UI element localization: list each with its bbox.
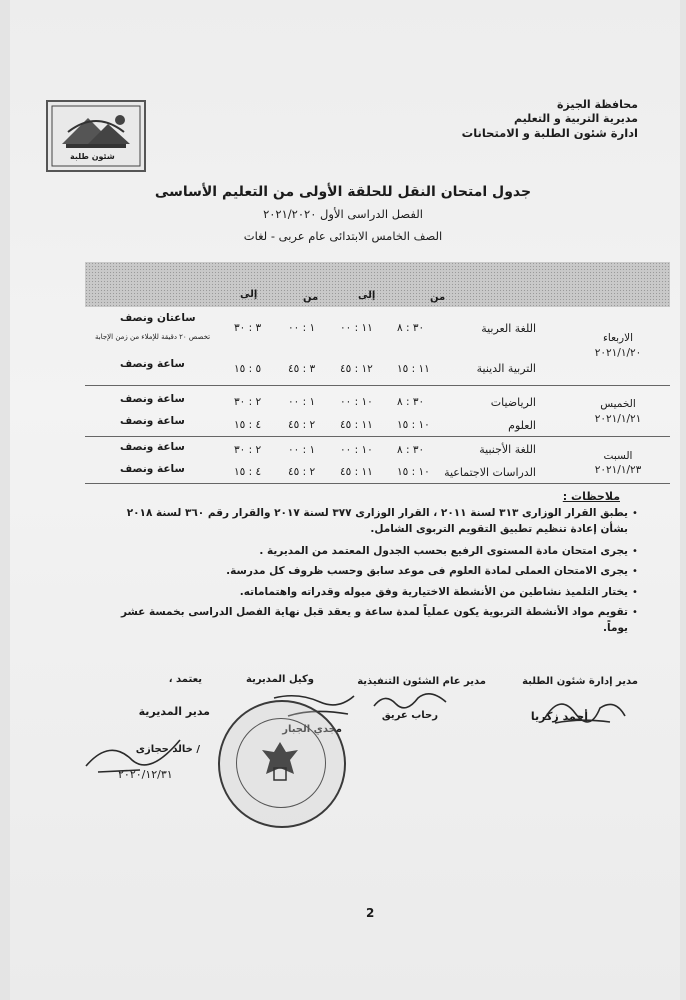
time-start: ٣٠ : ٨	[397, 396, 425, 408]
time-start-2: ٢ : ٤٥	[288, 466, 316, 478]
time-start-2: ١ : ٠٠	[288, 444, 316, 456]
bullet-icon: •	[632, 587, 638, 598]
duration: ساعتان ونصف	[120, 312, 196, 324]
page-title: جدول امتحان النقل للحلقة الأولى من التعليم الأساسى	[154, 184, 532, 200]
time-end-2: ٤ : ١٥	[234, 419, 262, 431]
approval-label: يعتمد ،	[168, 674, 202, 685]
signatory-1-name: أحمد زكريا	[530, 710, 588, 723]
row-divider	[85, 483, 670, 484]
note-item: تقويم مواد الأنشطة التربوية يكون عملياً لمدة ساعة و يعقد قبل نهاية الفصل الدراسى بخمسة عشر يوماً.	[120, 606, 628, 634]
duration: ساعة ونصف	[120, 358, 185, 370]
subject-math: الرياضيات	[490, 396, 536, 409]
time-start-2: ١ : ٠٠	[288, 396, 316, 408]
time-start-2: ٣ : ٤٥	[288, 363, 316, 375]
time-end: ١١ : ٠٠	[340, 322, 373, 334]
note-item: يختار التلميذ نشاطين من الأنشطة الاختيارية وفق ميوله وقدراته واهتماماته.	[239, 586, 628, 598]
subject-science: العلوم	[508, 419, 536, 432]
time-start: ١٠ : ١٥	[397, 419, 430, 431]
term-subtitle: الفصل الدراسى الأول ٢٠٢١/٢٠٢٠	[263, 207, 423, 221]
signatory-2-name: رحاب عريق	[381, 710, 438, 721]
day-wednesday: الاربعاء	[602, 332, 634, 344]
date-thursday: ٢٠٢١/١/٢١	[594, 413, 642, 425]
time-start-2: ١ : ٠٠	[288, 322, 316, 334]
time-start: ٣٠ : ٨	[397, 444, 425, 456]
subject-arabic: اللغة العربية	[481, 322, 536, 335]
time-end-2: ٢ : ٣٠	[234, 396, 262, 408]
time-start: ١١ : ١٥	[397, 363, 430, 375]
time-end: ١٢ : ٤٥	[340, 363, 373, 375]
header-to: إلى	[358, 290, 376, 301]
signatory-1-title: مدير إدارة شئون الطلبة	[522, 676, 638, 687]
header-to-2: إلى	[240, 289, 258, 300]
grade-subtitle: الصف الخامس الابتدائى عام عربى - لغات	[243, 229, 443, 243]
header-directorate: مديرية التربية و التعليم	[514, 112, 638, 125]
bullet-icon: •	[632, 546, 638, 557]
note-item: يجرى امتحان مادة المستوى الرفيع بحسب الجدول المعتمد من المديرية .	[259, 545, 628, 557]
time-end: ١٠ : ٠٠	[340, 444, 373, 456]
time-end-2: ٥ : ١٥	[234, 363, 262, 375]
time-start-2: ٢ : ٤٥	[288, 419, 316, 431]
subject-religion: التربية الدينية	[476, 362, 536, 375]
logo-caption: شئون طلبة	[70, 152, 115, 161]
signatory-3-title: وكيل المديرية	[246, 674, 314, 685]
bullet-icon: •	[632, 566, 638, 577]
directorate-logo	[46, 100, 146, 172]
subject-social-studies: الدراسات الاجتماعية	[444, 466, 536, 479]
note-item: يجرى الامتحان العملى لمادة العلوم فى موعد سابق وحسب ظروف كل مدرسة.	[226, 565, 628, 577]
time-end-2: ٢ : ٣٠	[234, 444, 262, 456]
day-saturday: السبت	[603, 450, 633, 462]
page-number: 2	[366, 906, 375, 920]
date-saturday: ٢٠٢١/١/٢٣	[594, 464, 642, 476]
signature-1-icon	[540, 688, 630, 728]
signatory-2-title: مدير عام الشئون التنفيذية	[357, 676, 486, 687]
signatory-3-name: مجدي الجبار	[282, 724, 342, 735]
note-item: يطبق القرار الوزارى ٣١٣ لسنة ٢٠١١ ، القرار الوزارى ٣٧٧ لسنة ٢٠١٧ والقرار رقم ٣٦٠ لسنة ٢٠١٨ بشأن إعادة تنظيم تطبيق التقويم التربوى الشامل.	[126, 507, 628, 535]
director-name: / خالد حجازى	[135, 744, 200, 755]
bullet-icon: •	[632, 607, 638, 618]
duration: ساعة ونصف	[120, 463, 185, 475]
approval-date: ٢٠٢٠/١٢/٣١	[118, 768, 173, 781]
row-divider	[85, 436, 670, 437]
header-from: من	[430, 292, 446, 303]
dictation-note: تخصص ٢٠ دقيقة للإملاء من زمن الإجابة	[95, 333, 211, 341]
time-start: ٣٠ : ٨	[397, 322, 425, 334]
signature-2-icon	[370, 686, 450, 716]
eagle-emblem-icon	[258, 738, 302, 786]
notes-heading: ملاحظات :	[562, 490, 620, 503]
time-end-2: ٤ : ١٥	[234, 466, 262, 478]
header-department: ادارة شئون الطلبة و الامتحانات	[461, 126, 638, 140]
table-header	[85, 262, 670, 307]
bullet-icon: •	[632, 508, 638, 519]
header-from-2: من	[303, 292, 319, 303]
director-title: مدير المديرية	[138, 705, 210, 718]
subject-foreign-language: اللغة الأجنبية	[479, 443, 536, 456]
day-thursday: الخميس	[600, 398, 636, 410]
time-end: ١١ : ٤٥	[340, 466, 373, 478]
duration: ساعة ونصف	[120, 415, 185, 427]
time-end-2: ٣ : ٣٠	[234, 322, 262, 334]
duration: ساعة ونصف	[120, 441, 185, 453]
date-wednesday: ٢٠٢١/١/٢٠	[594, 347, 642, 359]
duration: ساعة ونصف	[120, 393, 185, 405]
time-end: ١٠ : ٠٠	[340, 396, 373, 408]
header-governorate: محافظة الجيزة	[557, 98, 638, 111]
signature-4-icon	[80, 730, 190, 780]
time-start: ١٠ : ١٥	[397, 466, 430, 478]
row-divider	[85, 385, 670, 386]
time-end: ١١ : ٤٥	[340, 419, 373, 431]
